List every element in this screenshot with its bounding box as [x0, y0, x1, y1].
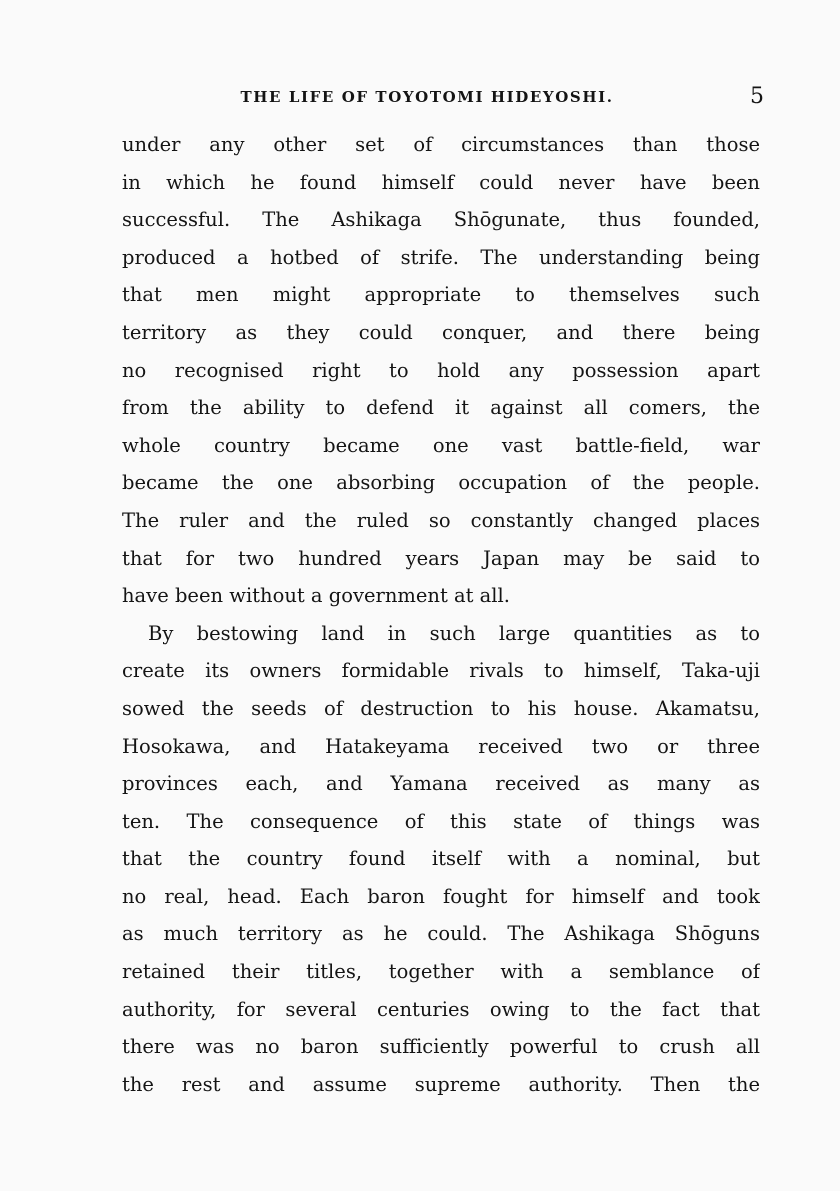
- text-line: from the ability to defend it against all comers, the: [122, 396, 760, 420]
- text-line: sowed the seeds of destruction to his house. Akamatsu,: [122, 696, 760, 720]
- text-line: successful. The Ashikaga Shōgunate, thus founded,: [122, 208, 760, 232]
- text-line: Hosokawa, and Hatakeyama received two or three: [122, 734, 760, 758]
- text-line: no recognised right to hold any possession apart: [122, 358, 760, 382]
- text-line: no real, head. Each baron fought for himself and took: [122, 884, 760, 908]
- page-header: [122, 84, 764, 114]
- text-line: there was no baron sufficiently powerful to crush all: [122, 1035, 760, 1059]
- text-line: provinces each, and Yamana received as many as: [122, 772, 760, 796]
- text-line: create its owners formidable rivals to himself, Taka-uji: [122, 659, 760, 683]
- text-line: territory as they could conquer, and there being: [122, 320, 760, 344]
- paragraph-1: [122, 126, 760, 615]
- text-line: whole country became one vast battle-field, war: [122, 433, 760, 457]
- text-line: retained their titles, together with a semblance of: [122, 960, 760, 984]
- paragraph-2: [122, 615, 760, 1104]
- text-line: ten. The consequence of this state of things was: [122, 809, 760, 833]
- text-line: have been without a government at all.: [122, 584, 510, 608]
- text-line: produced a hotbed of strife. The understanding being: [122, 245, 760, 269]
- body-text: [122, 126, 760, 1103]
- page-number: 5: [750, 84, 764, 109]
- text-line: By bestowing land in such large quantities as to: [148, 621, 760, 645]
- text-line: under any other set of circumstances than those: [122, 133, 760, 156]
- running-title: THE LIFE OF TOYOTOMI HIDEYOSHI.: [240, 88, 614, 106]
- text-line: that the country found itself with a nominal, but: [122, 847, 760, 871]
- text-line: that for two hundred years Japan may be said to: [122, 546, 760, 570]
- text-line: became the one absorbing occupation of the people.: [122, 471, 760, 495]
- text-line: The ruler and the ruled so constantly changed places: [122, 508, 760, 532]
- text-line: that men might appropriate to themselves such: [122, 283, 760, 307]
- text-line: in which he found himself could never have been: [122, 170, 760, 194]
- text-line: authority, for several centuries owing to the fact that: [122, 997, 760, 1021]
- text-line: the rest and assume supreme authority. Then the: [122, 1072, 760, 1096]
- text-line: as much territory as he could. The Ashikaga Shōguns: [122, 922, 760, 946]
